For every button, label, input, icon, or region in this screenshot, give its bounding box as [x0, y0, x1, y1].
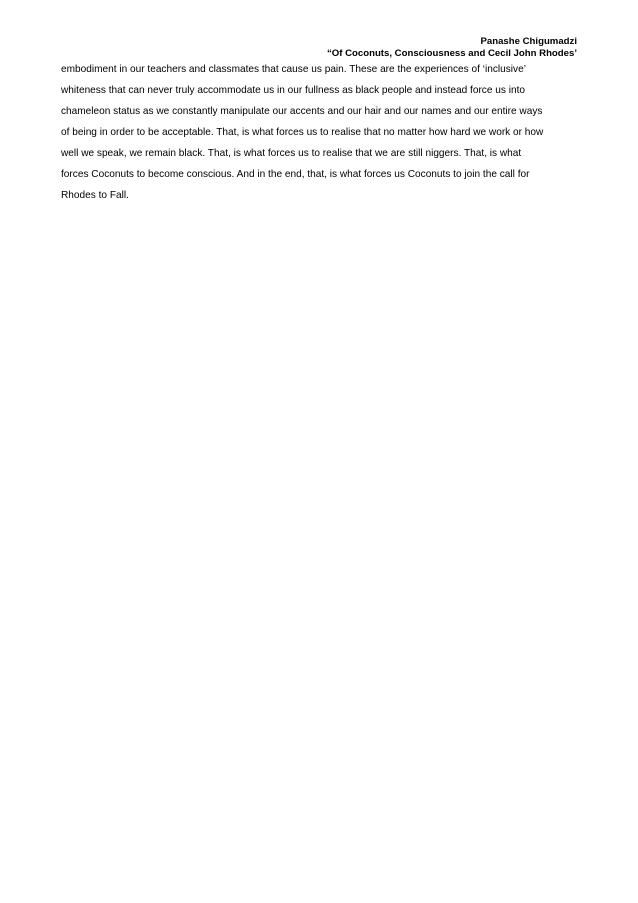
paragraph-line: forces Coconuts to become conscious. And in the end, that, is what forces us Coconuts to join the call for: [61, 169, 530, 180]
header-title: “Of Coconuts, Consciousness and Cecil John Rhodes’: [326, 48, 577, 59]
paragraph-line: of being in order to be acceptable. That, is what forces us to realise that no matter how hard we work or how: [61, 127, 544, 138]
body-paragraph: [61, 59, 581, 206]
paragraph-line: well we speak, we remain black. That, is what forces us to realise that we are still niggers. That, is what: [61, 148, 522, 159]
paragraph-line: Rhodes to Fall.: [61, 190, 129, 201]
paragraph-line: chameleon status as we constantly manipulate our accents and our hair and our names and our entire ways: [61, 106, 543, 117]
running-header: [327, 36, 577, 60]
paragraph-line: whiteness that can never truly accommodate us in our fullness as black people and instead force us into: [61, 85, 526, 96]
header-author: Panashe Chigumadzi: [480, 36, 577, 47]
paragraph-line: embodiment in our teachers and classmates that cause us pain. These are the experiences of ‘inclusive’: [61, 64, 526, 75]
